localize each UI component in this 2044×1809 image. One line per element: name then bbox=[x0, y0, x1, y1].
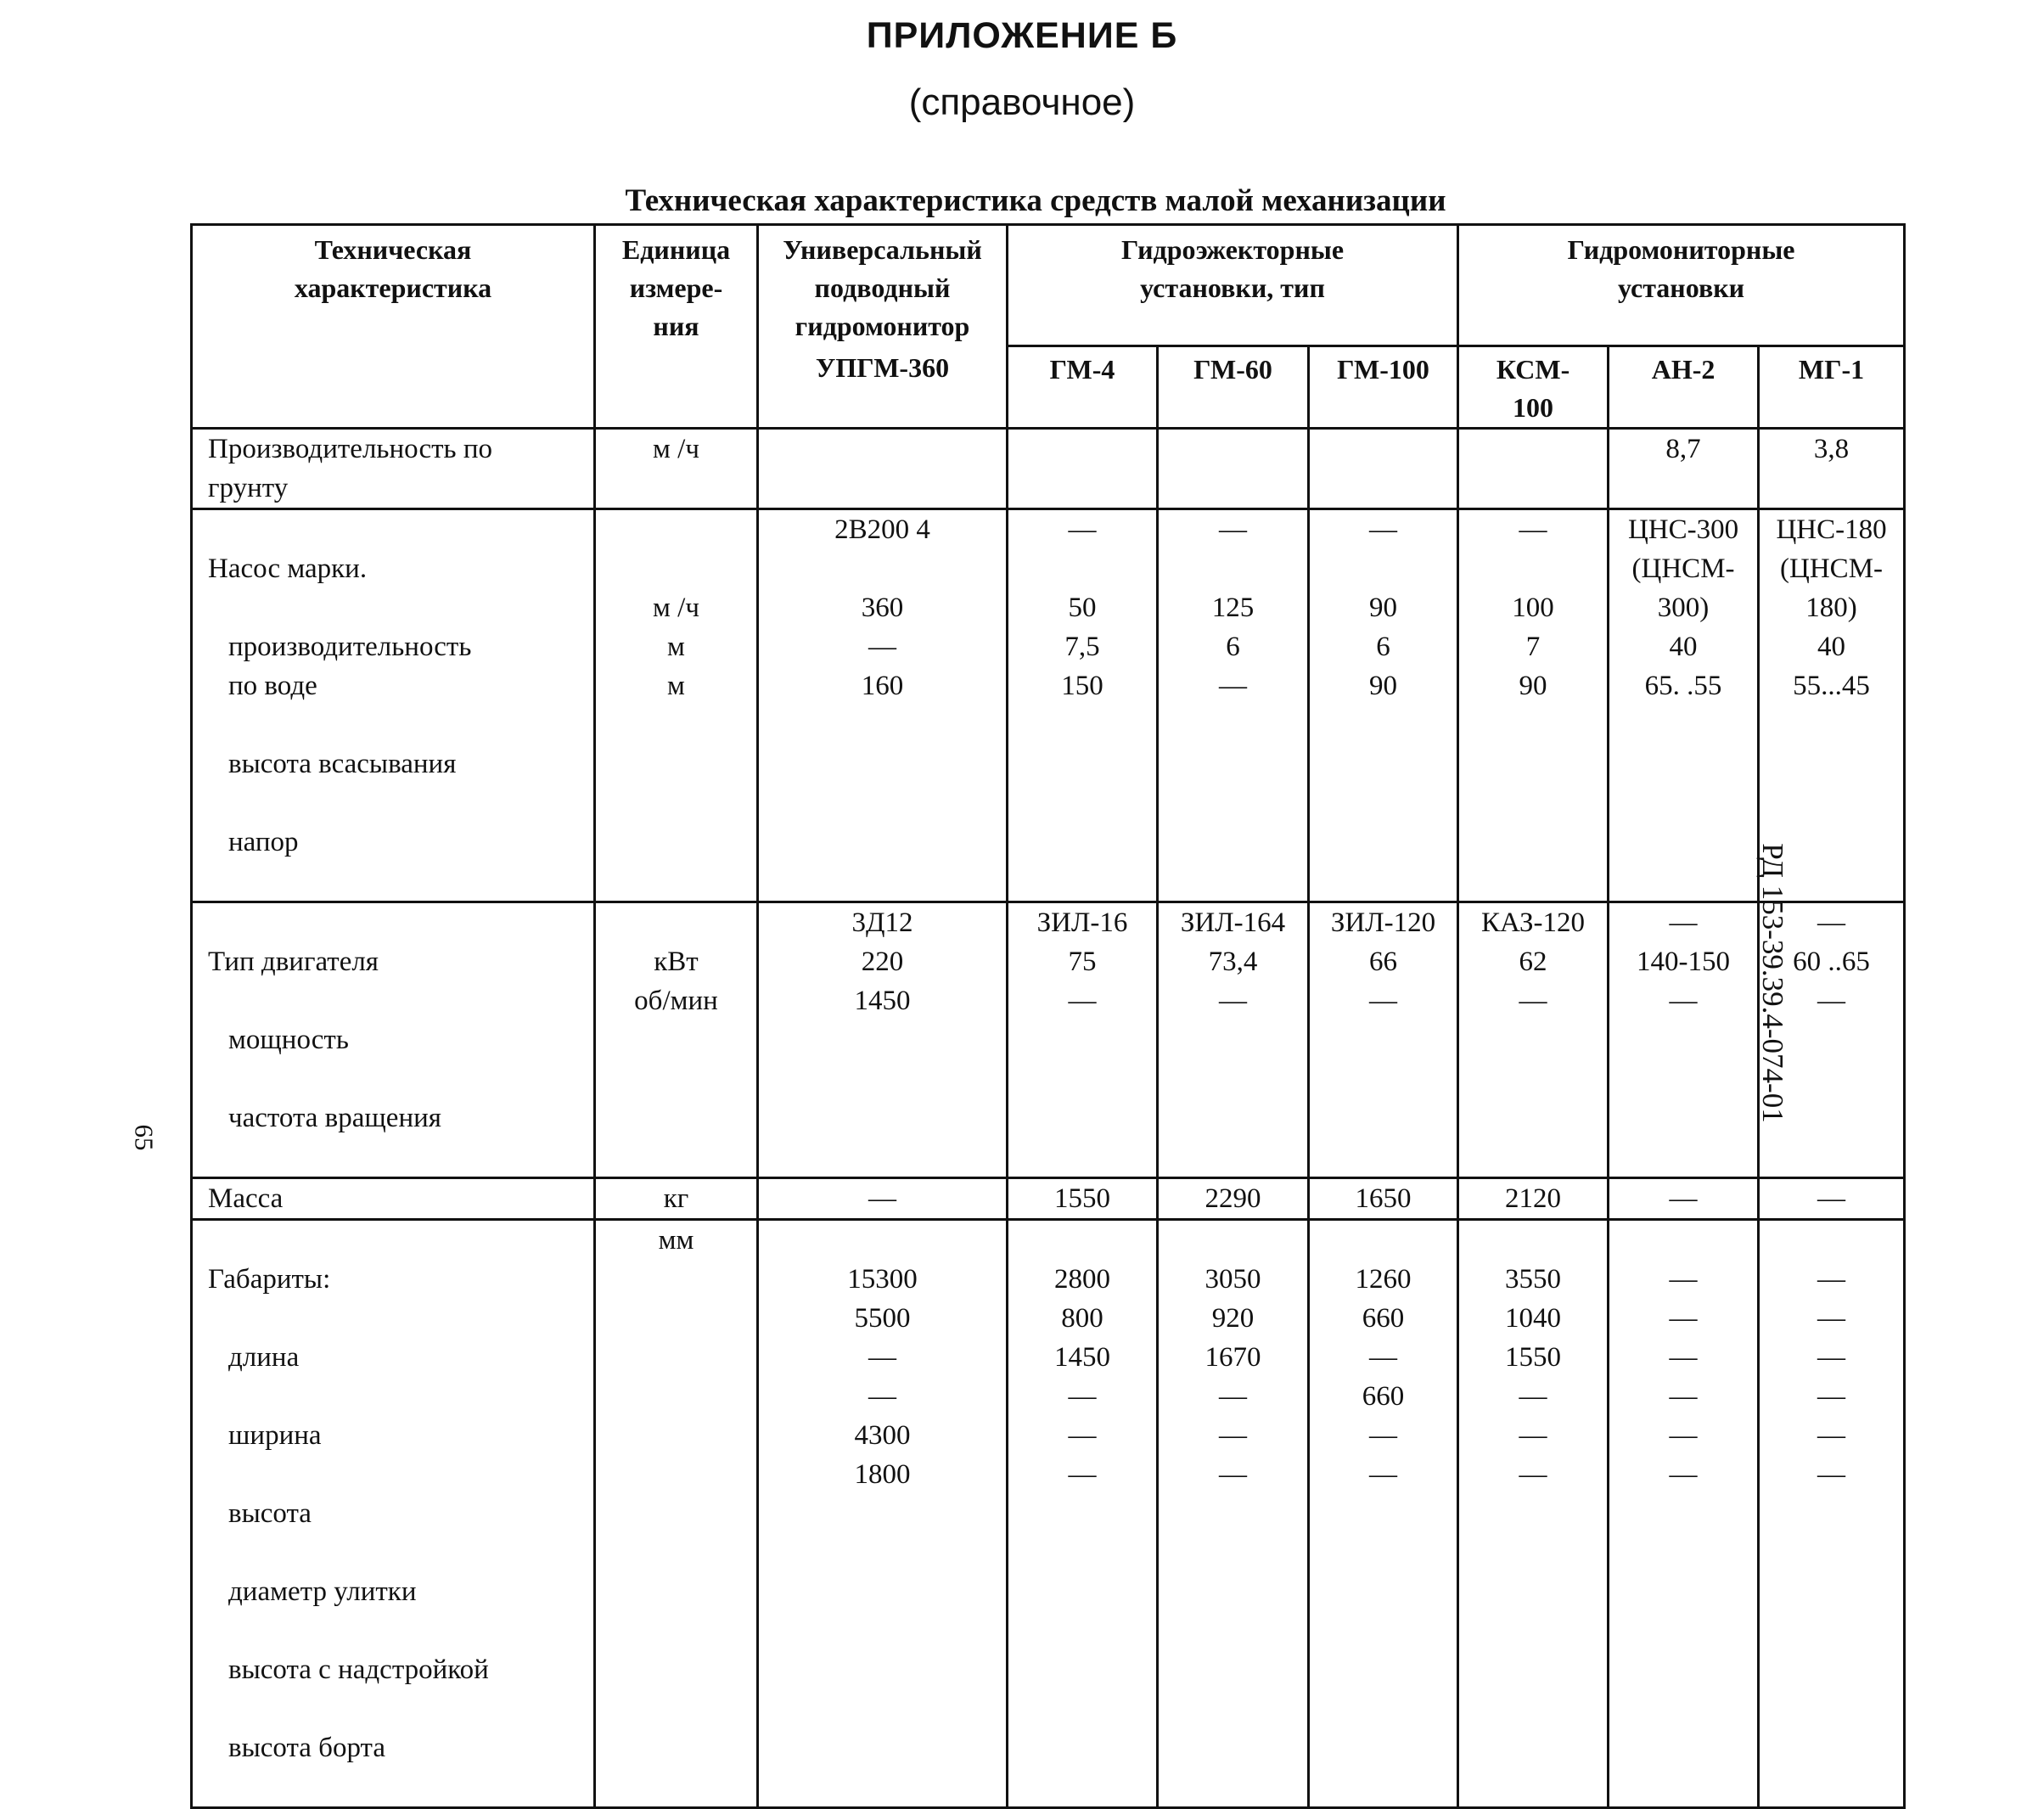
table-cell bbox=[1309, 428, 1458, 508]
table-cell: 2В200 4 360 — 160 bbox=[758, 508, 1008, 902]
appendix-note: (справочное) bbox=[908, 81, 1136, 123]
table-cell: 2800 800 1450 — — — bbox=[1008, 1219, 1158, 1807]
header-model-upgm: УПГМ-360 bbox=[758, 346, 1008, 428]
table-cell: 1650 bbox=[1309, 1177, 1458, 1219]
table-cell: 2290 bbox=[1158, 1177, 1309, 1219]
row-unit: м /ч bbox=[595, 428, 758, 508]
table-row bbox=[192, 1219, 1905, 1807]
table-cell bbox=[758, 428, 1008, 508]
row-label: Насос марки. производительность по воде высота всасывания напор bbox=[192, 508, 595, 902]
row-label: Габариты: длина ширина высота диаметр улитки высота с надстройкой высота борта bbox=[192, 1219, 595, 1807]
row-unit: мм bbox=[595, 1219, 758, 1807]
row-unit: кВт об/мин bbox=[595, 902, 758, 1177]
table-cell: 8,7 bbox=[1609, 428, 1759, 508]
header-model: ГМ-4 bbox=[1008, 346, 1158, 428]
table-cell: ЦНС-300 (ЦНСМ- 300) 40 65. .55 bbox=[1609, 508, 1759, 902]
header-model: КСМ- 100 bbox=[1458, 346, 1609, 428]
table-row bbox=[192, 1177, 1905, 1219]
table-cell: ЗИЛ-120 66 — bbox=[1309, 902, 1458, 1177]
row-unit: м /ч м м bbox=[595, 508, 758, 902]
row-unit: кг bbox=[595, 1177, 758, 1219]
header-group-monitor: Гидромониторные установки bbox=[1458, 225, 1905, 346]
page-number: 65 bbox=[129, 1124, 160, 1151]
table-cell: — — — — — — bbox=[1609, 1219, 1759, 1807]
table-body bbox=[192, 428, 1905, 1807]
table-header bbox=[192, 225, 1905, 429]
appendix-title: ПРИЛОЖЕНИЕ Б bbox=[866, 15, 1178, 56]
table-cell: ЗИЛ-164 73,4 — bbox=[1158, 902, 1309, 1177]
table-cell: — 100 7 90 bbox=[1458, 508, 1609, 902]
header-model: ГМ-100 bbox=[1309, 346, 1458, 428]
header-model: ГМ-60 bbox=[1158, 346, 1309, 428]
table-cell: — — — — — — bbox=[1759, 1219, 1905, 1807]
table-cell: 1550 bbox=[1008, 1177, 1158, 1219]
table-cell: 3550 1040 1550 — — — bbox=[1458, 1219, 1609, 1807]
header-group-ejector: Гидроэжекторные установки, тип bbox=[1008, 225, 1458, 346]
table-row bbox=[192, 902, 1905, 1177]
row-label: Производительность по грунту bbox=[192, 428, 595, 508]
table-cell: ЦНС-180 (ЦНСМ- 180) 40 55...45 bbox=[1759, 508, 1905, 902]
table-cell: 2120 bbox=[1458, 1177, 1609, 1219]
table-cell: — 50 7,5 150 bbox=[1008, 508, 1158, 902]
table-cell: — bbox=[1759, 1177, 1905, 1219]
table-cell: — bbox=[1609, 1177, 1759, 1219]
table-row bbox=[192, 428, 1905, 508]
table-cell: — 125 6 — bbox=[1158, 508, 1309, 902]
table-cell: 3Д12 220 1450 bbox=[758, 902, 1008, 1177]
header-model: МГ-1 bbox=[1759, 346, 1905, 428]
header-model: АН-2 bbox=[1609, 346, 1759, 428]
table-cell: КАЗ-120 62 — bbox=[1458, 902, 1609, 1177]
table-cell: 1260 660 — 660 — — bbox=[1309, 1219, 1458, 1807]
table-cell: 3,8 bbox=[1759, 428, 1905, 508]
table-cell: 15300 5500 — — 4300 1800 bbox=[758, 1219, 1008, 1807]
header-characteristic: Техническая характеристика bbox=[192, 225, 595, 429]
table-cell: 3050 920 1670 — — — bbox=[1158, 1219, 1309, 1807]
table-cell: — 140-150 — bbox=[1609, 902, 1759, 1177]
table-cell: ЗИЛ-16 75 — bbox=[1008, 902, 1158, 1177]
table-cell bbox=[1008, 428, 1158, 508]
header-upgm: Универсальный подводный гидромонитор bbox=[758, 225, 1008, 346]
table-cell: — 60 ..65 — bbox=[1759, 902, 1905, 1177]
document-code: РД 153-39.39.4-074-01 bbox=[1756, 843, 1789, 1123]
row-label: Масса bbox=[192, 1177, 595, 1219]
table-cell bbox=[1458, 428, 1609, 508]
table-caption: Техническая характеристика средств малой механизации bbox=[625, 183, 1446, 218]
table-cell: — 90 6 90 bbox=[1309, 508, 1458, 902]
table-cell: — bbox=[758, 1177, 1008, 1219]
row-label: Тип двигателя мощность частота вращения bbox=[192, 902, 595, 1177]
header-unit: Единица измере- ния bbox=[595, 225, 758, 429]
table-cell bbox=[1158, 428, 1309, 508]
specs-table bbox=[190, 223, 1906, 1809]
table-row bbox=[192, 508, 1905, 902]
